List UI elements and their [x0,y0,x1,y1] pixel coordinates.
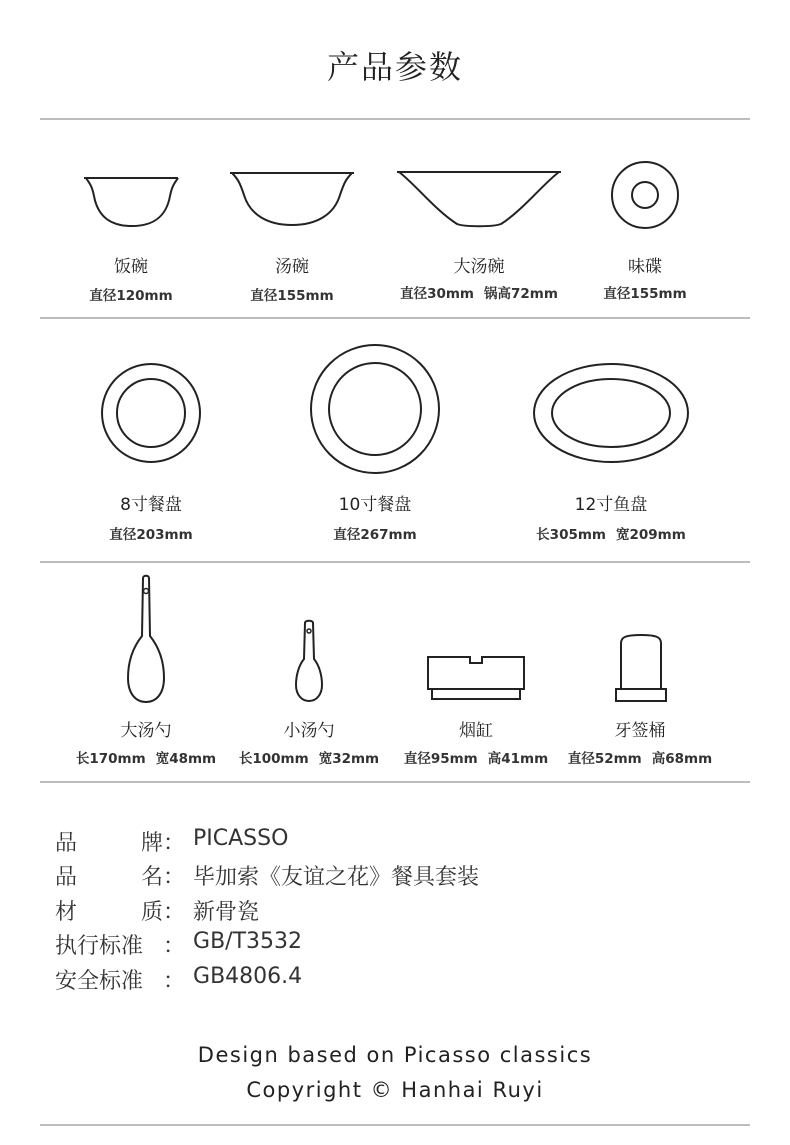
item-dimensions: 长305mm 宽209mm [536,527,686,543]
item-name: 味碟 [628,257,662,277]
small-spoon-icon [294,619,324,703]
item-dimensions: 长170mm 宽48mm [75,751,217,767]
sauce-dish-icon [610,160,680,230]
spec-value: PICASSO [193,826,289,851]
spec-row-standard: 执行标准 ： GB/T3532 [55,929,302,959]
spec-row-safety-standard: 安全标准 ： GB4806.4 [55,964,303,994]
footer-tagline: Design based on Picasso classics [197,1043,593,1067]
item-name: 烟缸 [459,721,493,741]
divider [40,317,750,319]
8-inch-plate-icon [100,362,202,464]
item-name: 饭碗 [114,257,148,277]
item-dimensions: 直径120mm [89,288,173,304]
page-title: 产品参数 [326,48,463,86]
item-dimensions: 直径52mm 高68mm [567,751,713,767]
item-name: 10寸餐盘 [338,495,412,515]
divider [40,561,750,563]
item-dimensions: 长100mm 宽32mm [238,751,380,767]
item-name: 大汤碗 [453,257,505,277]
item-dimensions: 直径155mm [603,286,687,302]
10-inch-plate-icon [309,343,441,475]
divider [40,118,750,120]
item-name: 大汤勺 [120,721,172,741]
item-name: 12寸鱼盘 [574,495,648,515]
footer-copyright: Copyright © Hanhai Ruyi [246,1078,544,1102]
item-dimensions: 直径267mm [333,527,417,543]
item-dimensions: 直径30mm 锅高72mm [400,286,558,302]
fish-platter-icon [532,362,690,464]
rice-bowl-icon [82,176,182,230]
spec-value: 新骨瓷 [193,900,260,925]
item-name: 8寸餐盘 [120,495,182,515]
item-name: 小汤勺 [283,721,335,741]
spec-value: GB4806.4 [193,964,303,989]
spec-row-product-name: 品 名 ： 毕加索《友谊之花》餐具套装 [55,860,479,891]
soup-bowl-icon [228,171,356,229]
divider [40,1124,750,1126]
spec-value: 毕加索《友谊之花》餐具套装 [193,865,480,890]
item-name: 汤碗 [275,257,309,277]
item-name: 牙签桶 [614,721,666,741]
ashtray-icon [426,655,526,701]
item-dimensions: 直径203mm [109,527,193,543]
divider [40,781,750,783]
toothpick-holder-icon [614,633,668,703]
item-dimensions: 直径155mm [250,288,334,304]
large-spoon-icon [126,574,166,704]
large-soup-bowl-icon [395,170,563,230]
spec-row-brand: 品 牌 ： PICASSO [55,826,289,856]
spec-value: GB/T3532 [193,929,302,954]
spec-row-material: 材 质 ： 新骨瓷 [55,895,259,926]
item-dimensions: 直径95mm 高41mm [403,751,549,767]
